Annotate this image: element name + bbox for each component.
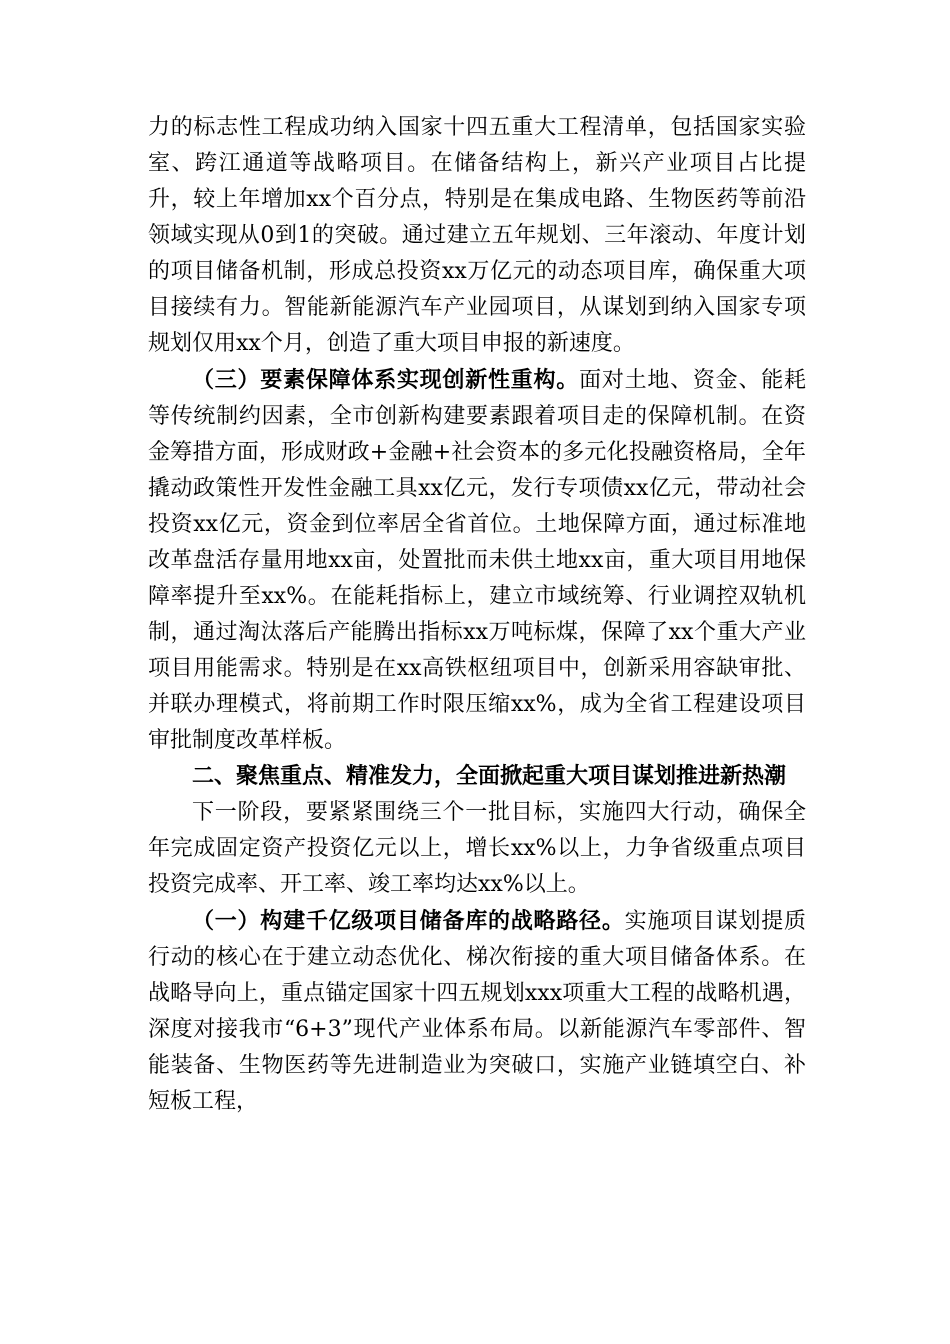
section-heading: 二、聚焦重点、精准发力，全面掀起重大项目谋划推进新热潮 <box>192 764 787 789</box>
paragraph-project-reserve <box>148 903 806 1120</box>
paragraph-lead: （一）构建千亿级项目储备库的战略路径。 <box>192 908 625 934</box>
paragraph-factor-guarantee <box>148 362 806 759</box>
paragraph-lead: （三）要素保障体系实现创新性重构。 <box>192 367 580 393</box>
paragraph-text: 力的标志性工程成功纳入国家十四五重大工程清单，包括国家实验室、跨江通道等战略项目。在储备结构上，新兴产业项目占比提升，较上年增加xx个百分点，特别是在集成电路、生物医药等前沿领域实现从0到1的突破。通过建立五年规划、三年滚动、年度计划的项目储备机制，形成总投资xx万亿元的动态项目库，确保重大项目接续有力。智能新能源汽车产业园项目，从谋划到纳入国家专项规划仅用xx个月，创造了重大项目申报的新速度。 <box>148 115 806 356</box>
document-page <box>148 110 806 1120</box>
paragraph-continuation <box>148 110 806 362</box>
paragraph-text: 面对土地、资金、能耗等传统制约因素，全市创新构建要素跟着项目走的保障机制。在资金筹措方面，形成财政+金融+社会资本的多元化投融资格局，全年撬动政策性开发性金融工具xx亿元，发行专项债xx亿元，带动社会投资xx亿元，资金到位率居全省首位。土地保障方面，通过标准地改革盘活存量用地xx亩，处置批而未供土地xx亩，重大项目用地保障率提升至xx%。在能耗指标上，建立市域统筹、行业调控双轨机制，通过淘汰落后产能腾出指标xx万吨标煤，保障了xx个重大产业项目用能需求。特别是在xx高铁枢纽项目中，创新采用容缺审批、并联办理模式，将前期工作时限压缩xx%，成为全省工程建设项目审批制度改革样板。 <box>148 368 806 753</box>
paragraph-text: 下一阶段，要紧紧围绕三个一批目标，实施四大行动，确保全年完成固定资产投资亿元以上，增长xx%以上，力争省级重点项目投资完成率、开工率、竣工率均达xx%以上。 <box>148 800 806 897</box>
paragraph-text: 实施项目谋划提质行动的核心在于建立动态优化、梯次衔接的重大项目储备体系。在战略导向上，重点锚定国家十四五规划xxx项重大工程的战略机遇，深度对接我市“6+3”现代产业体系布局。以新能源汽车零部件、智能装备、生物医药等先进制造业为突破口，实施产业链填空白、补短板工程， <box>148 909 806 1114</box>
paragraph-next-stage <box>148 795 806 903</box>
